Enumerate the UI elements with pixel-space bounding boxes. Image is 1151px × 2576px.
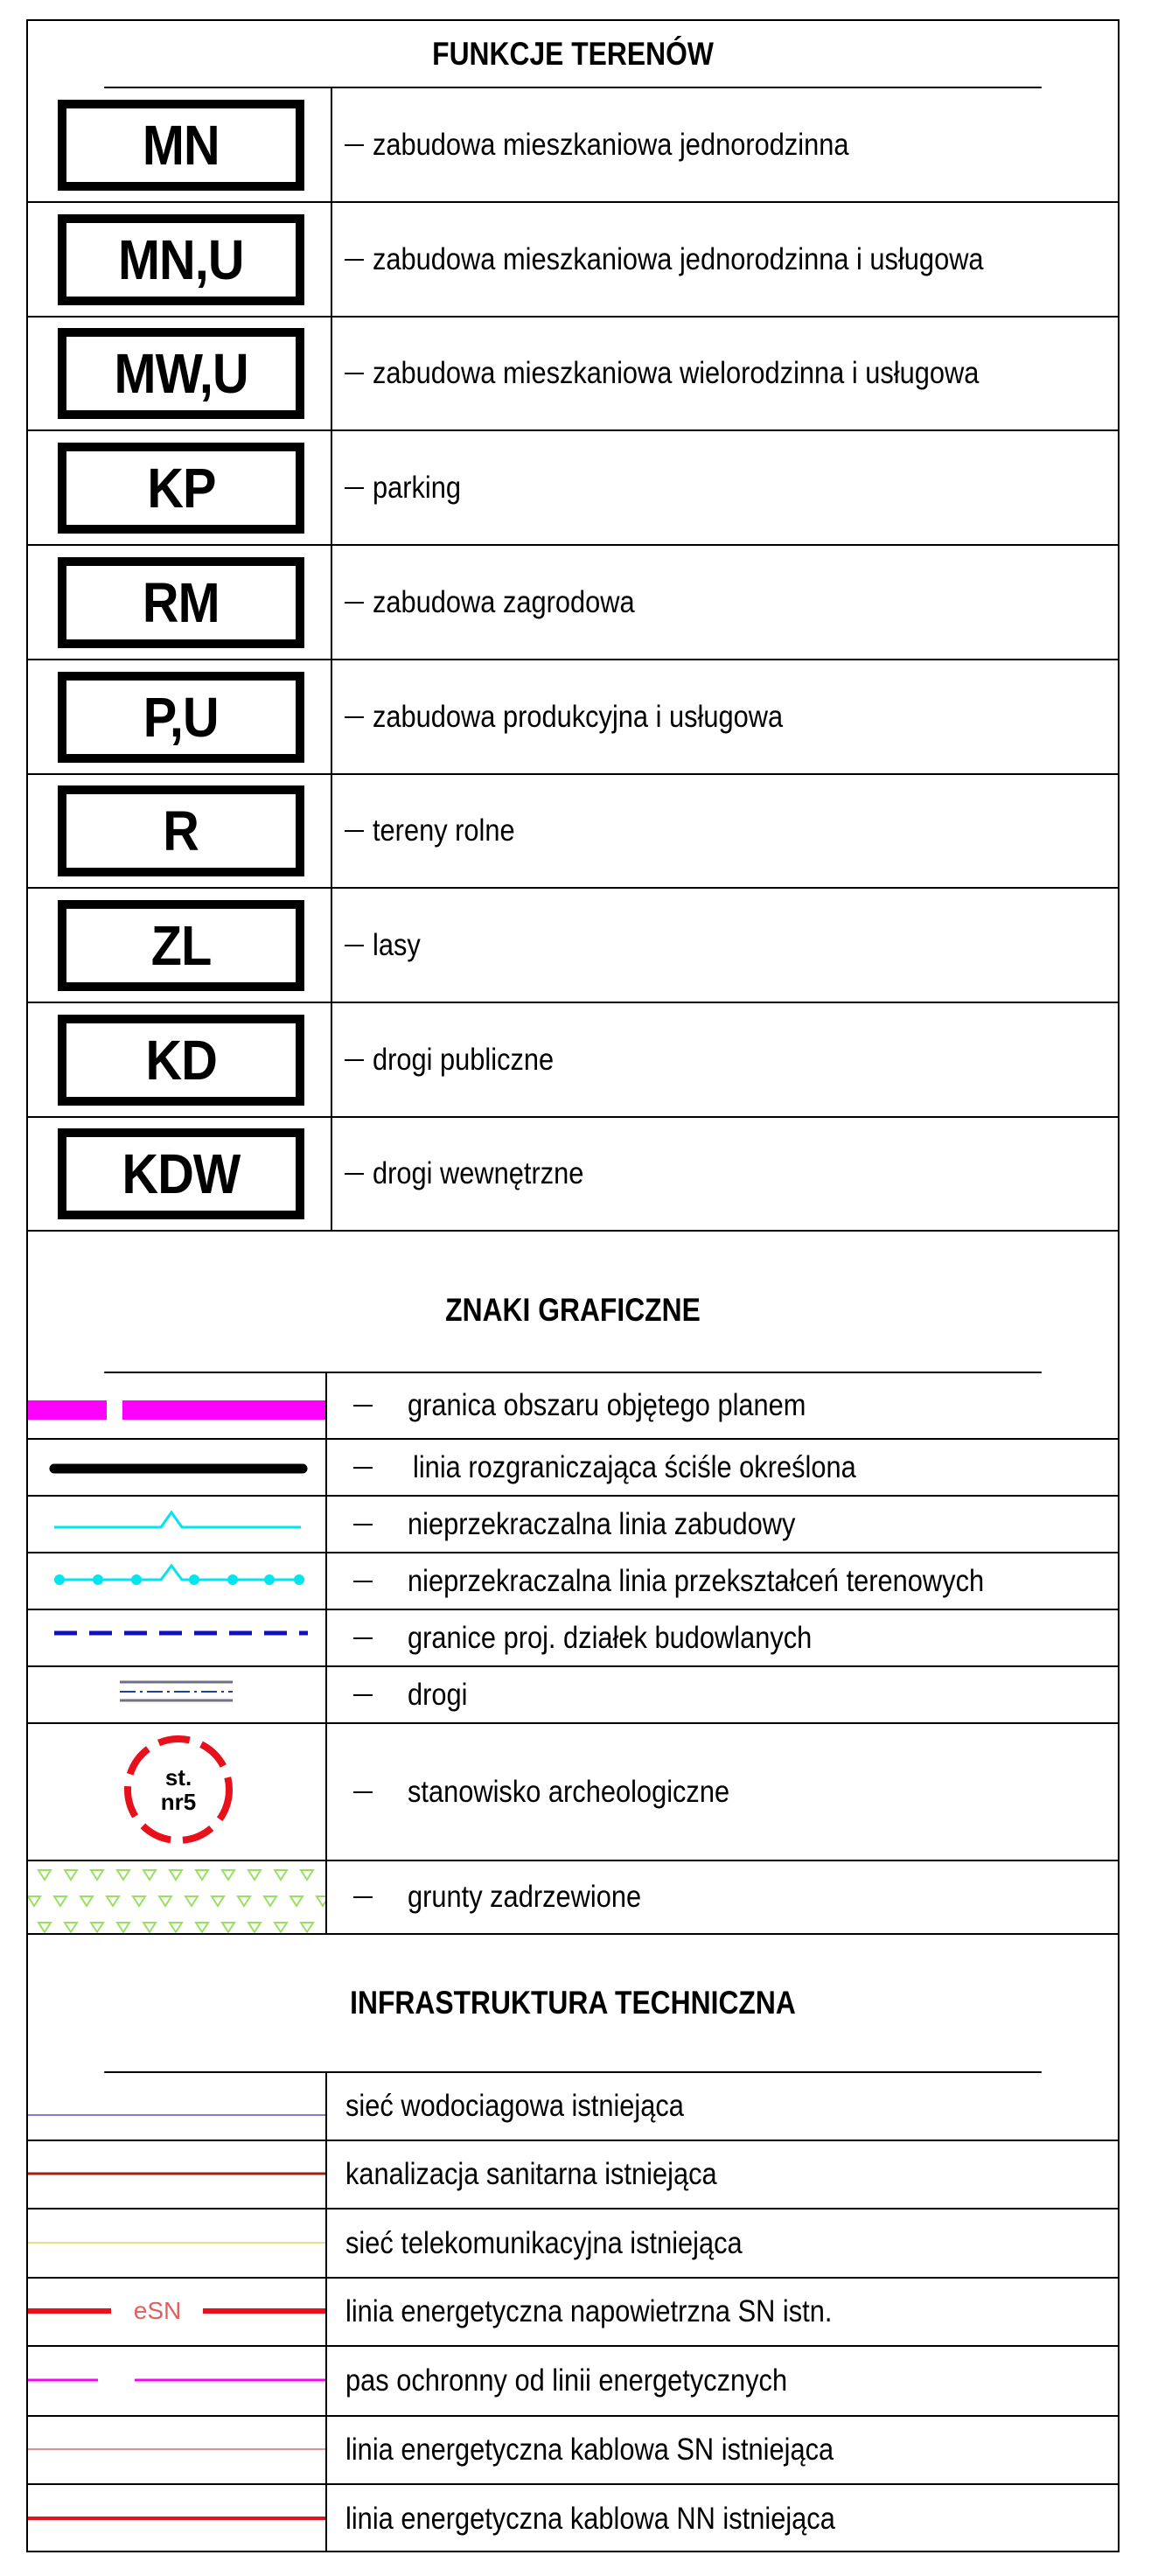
legend-label: zabudowa mieszkaniowa jednorodzinna i usługowa	[373, 241, 984, 276]
land-use-code: MN	[143, 113, 220, 177]
land-use-code: MN,U	[118, 227, 244, 291]
hatch-mark	[185, 1896, 198, 1906]
legend-label: parking	[373, 470, 462, 505]
land-use-code: RM	[143, 570, 220, 634]
hatch-mark	[222, 1870, 234, 1880]
legend-label: sieć wodociagowa istniejąca	[345, 2089, 684, 2123]
hatch-mark	[38, 1923, 51, 1932]
section-header-znaki	[104, 1249, 1042, 1373]
water-network-line-icon	[28, 2073, 327, 2140]
legend-label: stanowisko archeologiczne	[408, 1774, 730, 1809]
hatch-mark	[275, 1923, 287, 1932]
land-use-code-box	[58, 443, 304, 534]
land-use-code-box	[58, 1128, 304, 1219]
legend-row	[28, 2347, 1118, 2417]
hatch-mark	[238, 1896, 250, 1906]
legend-label: pas ochronny od linii energetycznych	[345, 2363, 788, 2398]
land-use-code: KD	[145, 1028, 217, 1092]
legend-label: grunty zadrzewione	[408, 1880, 642, 1914]
hatch-mark	[196, 1923, 208, 1932]
section-title: INFRASTRUKTURA TECHNICZNA	[350, 1985, 796, 2021]
land-use-symbol	[28, 1117, 332, 1230]
land-use-code-box	[58, 214, 304, 305]
sewer-line-icon	[28, 2141, 327, 2208]
legend-table	[26, 19, 1120, 2552]
legend-label: linia energetyczna kablowa SN istniejąca	[345, 2433, 834, 2467]
section-title: ZNAKI GRAFICZNE	[445, 1292, 701, 1328]
land-use-code: KP	[146, 456, 216, 520]
plan-boundary-line-icon	[28, 1373, 327, 1438]
mv-cable-line-icon	[28, 2417, 327, 2483]
section-header-infrastruktura	[104, 1935, 1042, 2073]
legend-label: drogi	[408, 1677, 468, 1712]
land-use-symbol	[28, 889, 332, 1002]
legend-label: nieprzekraczalna linia przekształceń terenowych	[408, 1563, 985, 1598]
overhead-power-line-icon	[28, 2279, 327, 2345]
section-header-funkcje	[104, 21, 1042, 88]
lv-cable-line-icon	[28, 2485, 327, 2552]
hatch-mark	[317, 1896, 325, 1906]
legend-label: linia energetyczna kablowa NN istniejąca	[345, 2501, 835, 2536]
legend-row	[28, 546, 1118, 660]
hatch-mark	[290, 1896, 303, 1906]
hatch-mark	[107, 1896, 119, 1906]
legend-label: kanalizacja sanitarna istniejąca	[345, 2157, 717, 2191]
legend-row	[28, 2485, 1118, 2552]
hatch-mark	[275, 1870, 287, 1880]
legend-row	[28, 1610, 1118, 1667]
hatch-mark	[28, 1896, 40, 1906]
hatch-mark	[65, 1923, 77, 1932]
hatch-mark	[196, 1870, 208, 1880]
legend-row	[28, 1440, 1118, 1497]
land-use-code: R	[163, 799, 199, 862]
legend-label: sieć telekomunikacyjna istniejąca	[345, 2225, 743, 2260]
hatch-mark	[91, 1870, 103, 1880]
legend-label: nieprzekraczalna linia zabudowy	[408, 1506, 796, 1541]
road-line-icon	[28, 1667, 327, 1722]
wooded-ground-hatch-icon	[28, 1861, 327, 1933]
land-use-symbol	[28, 431, 332, 544]
legend-label: zabudowa produkcyjna i usługowa	[373, 699, 784, 734]
legend-row	[28, 1553, 1118, 1610]
hatch-mark	[80, 1896, 93, 1906]
legend-row	[28, 889, 1118, 1003]
hatch-mark	[170, 1870, 182, 1880]
land-use-code-box	[58, 1015, 304, 1106]
hatch-mark	[248, 1923, 261, 1932]
land-use-code: KDW	[122, 1141, 241, 1205]
land-use-symbol	[28, 203, 332, 316]
land-use-code-box	[58, 328, 304, 419]
legend-row	[28, 774, 1118, 889]
legend-label: zabudowa mieszkaniowa wielorodzinna i usługowa	[373, 355, 980, 390]
hatch-mark	[143, 1923, 156, 1932]
land-use-code: P,U	[143, 685, 219, 749]
land-use-symbol	[28, 774, 332, 887]
legend-row	[28, 317, 1118, 431]
legend-row	[28, 1724, 1118, 1861]
land-use-symbol	[28, 546, 332, 659]
legend-label: lasy	[373, 927, 421, 962]
land-use-code: ZL	[150, 913, 212, 977]
legend-row	[28, 2209, 1118, 2279]
legend-label: granica obszaru objętego planem	[408, 1388, 806, 1422]
legend-row	[28, 2279, 1118, 2347]
hatch-mark	[133, 1896, 145, 1906]
hatch-mark	[301, 1923, 313, 1932]
hatch-mark	[301, 1870, 313, 1880]
hatch-mark	[212, 1896, 224, 1906]
legend-label: drogi wewnętrzne	[373, 1155, 584, 1190]
legend-row	[28, 1667, 1118, 1724]
telecom-line-icon	[28, 2209, 327, 2277]
legend-row	[28, 1497, 1118, 1553]
legend-row	[28, 660, 1118, 775]
hatch-mark	[264, 1896, 276, 1906]
hatch-mark	[143, 1870, 156, 1880]
land-use-symbol	[28, 88, 332, 201]
hatch-mark	[222, 1923, 234, 1932]
hatch-mark	[170, 1923, 182, 1932]
legend-row	[28, 1861, 1118, 1935]
land-use-code-box	[58, 900, 304, 991]
land-use-symbol	[28, 1003, 332, 1116]
legend-label: granice proj. działek budowlanych	[408, 1620, 813, 1655]
hatch-mark	[117, 1923, 129, 1932]
section-title: FUNKCJE TERENÓW	[432, 35, 714, 72]
hatch-mark	[54, 1896, 66, 1906]
legend-label: zabudowa zagrodowa	[373, 584, 635, 619]
terrain-transformation-line-icon	[28, 1553, 327, 1609]
archaeological-site-icon	[28, 1724, 327, 1860]
legend-row	[28, 431, 1118, 546]
legend-row	[28, 2073, 1118, 2141]
line-text: eSN	[133, 2297, 182, 2324]
legend-row	[28, 2417, 1118, 2485]
legend-label: zabudowa mieszkaniowa jednorodzinna	[373, 127, 849, 162]
demarcation-line-icon	[28, 1440, 327, 1495]
hatch-mark	[65, 1870, 77, 1880]
power-buffer-line-icon	[28, 2347, 327, 2415]
land-use-code: MW,U	[114, 341, 248, 405]
legend-row	[28, 2141, 1118, 2209]
legend-row	[28, 203, 1118, 318]
legend-row	[28, 1003, 1118, 1118]
land-use-code-box	[58, 557, 304, 648]
land-use-code-box	[58, 672, 304, 763]
hatch-mark	[91, 1923, 103, 1932]
legend-label: linia energetyczna napowietrzna SN istn.	[345, 2294, 833, 2328]
plot-boundary-line-icon	[28, 1610, 327, 1665]
hatch-mark	[38, 1870, 51, 1880]
land-use-code-box	[58, 100, 304, 191]
legend-row	[28, 1373, 1118, 1440]
hatch-mark	[248, 1870, 261, 1880]
land-use-symbol	[28, 660, 332, 773]
hatch-mark	[159, 1896, 171, 1906]
marker-text: st.	[164, 1764, 192, 1791]
legend-row	[28, 88, 1118, 203]
building-line-icon	[28, 1497, 327, 1552]
legend-label: tereny rolne	[373, 813, 515, 848]
marker-text: nr5	[160, 1789, 197, 1815]
hatch-mark	[117, 1870, 129, 1880]
legend-label: linia rozgraniczająca ściśle określona	[413, 1449, 856, 1484]
legend-label: drogi publiczne	[373, 1042, 555, 1077]
land-use-symbol	[28, 317, 332, 429]
legend-row	[28, 1117, 1118, 1232]
land-use-code-box	[58, 785, 304, 876]
